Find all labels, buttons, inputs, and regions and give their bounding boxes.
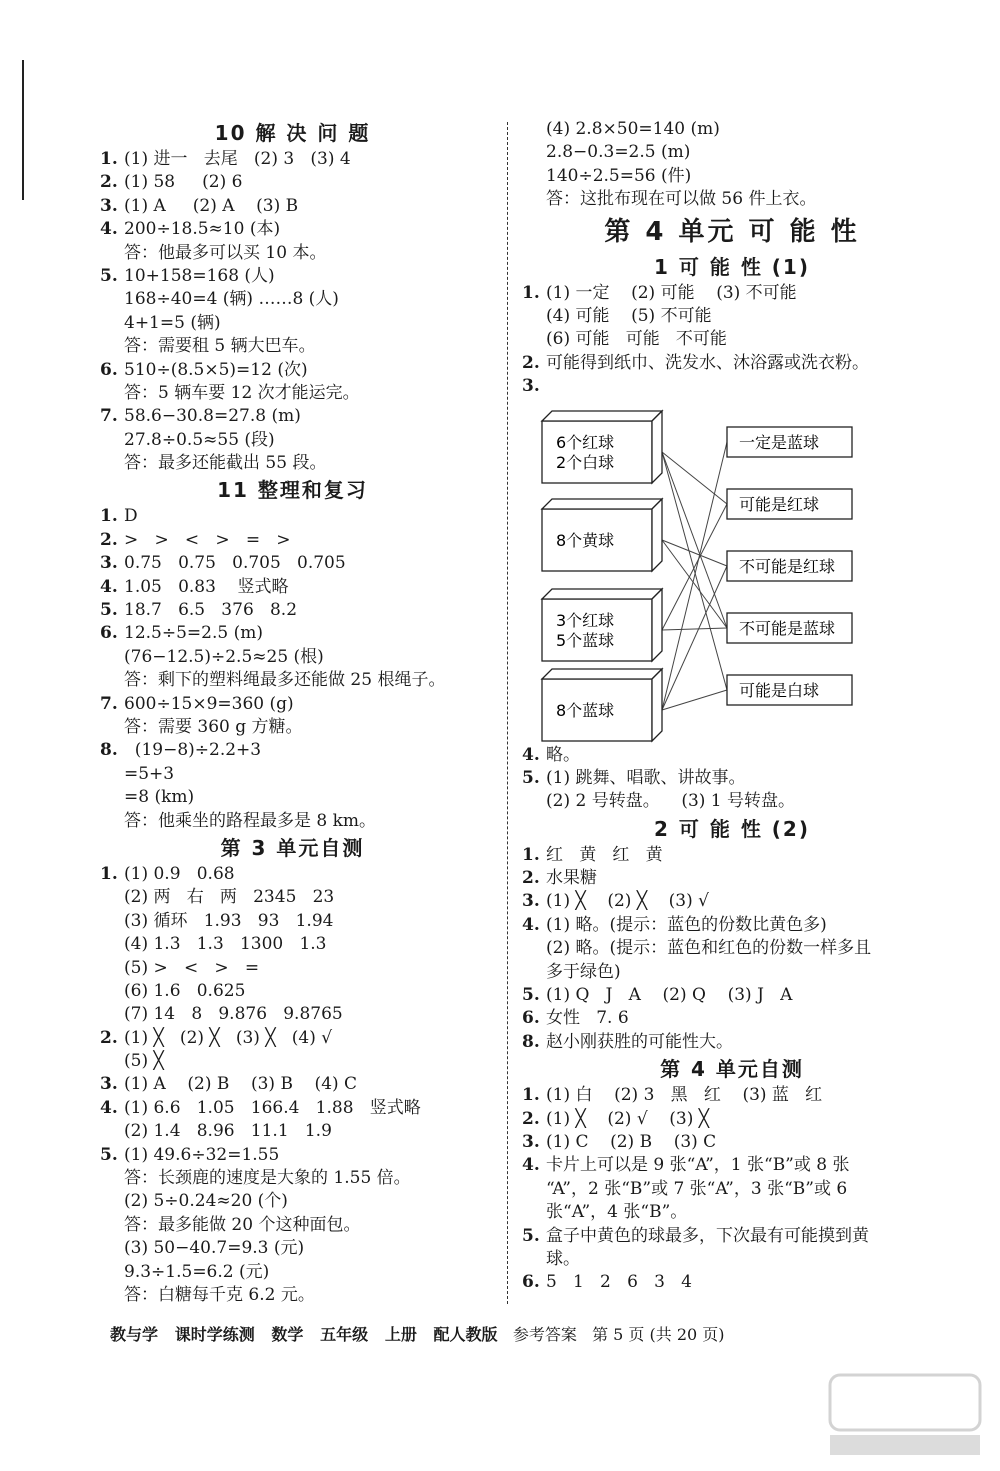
answer-line xyxy=(100,288,485,311)
answer-text: (1) 略。(提示：蓝色的份数比黄色多) xyxy=(546,914,827,935)
question-number: 6. xyxy=(522,1272,540,1293)
answer-text: (1) ╳ (2) ╳ (3) ╳ (4) √ xyxy=(124,1027,333,1048)
answer-text: (1) 进一 去尾 (2) 3 (3) 4 xyxy=(124,149,351,169)
answer-line xyxy=(522,375,942,398)
answer-text: (1) Q J A (2) Q (3) J A xyxy=(546,985,793,1006)
answer-text: 球。 xyxy=(546,1248,580,1269)
answer-line xyxy=(522,188,942,211)
answer-line xyxy=(522,1131,942,1154)
answer-line xyxy=(100,622,485,645)
answer-line xyxy=(100,218,485,241)
answer-line xyxy=(100,529,485,552)
answer-text: (2) 2 号转盘。 (3) 1 号转盘。 xyxy=(546,791,796,812)
answer-line xyxy=(100,242,485,265)
question-number: 5. xyxy=(522,1225,540,1246)
answer-text: 答：他最多可以买 10 本。 xyxy=(124,242,327,263)
answer-text: (6) 可能 可能 不可能 xyxy=(546,329,727,350)
answer-line xyxy=(522,1084,942,1107)
answer-line xyxy=(522,1225,942,1248)
answer-text: (76−12.5)÷2.5≈25 (根) xyxy=(124,646,324,667)
answer-text: 水果糖 xyxy=(546,868,597,889)
page-footer xyxy=(110,1322,940,1345)
answer-line xyxy=(100,599,485,622)
section-title: 11 整理和复习 xyxy=(217,478,368,503)
answer-text: (4) 1.3 1.3 1300 1.3 xyxy=(124,934,327,955)
answer-text: (7) 14 8 9.876 9.8765 xyxy=(124,1004,343,1025)
answer-text: 510÷(8.5×5)=12 (次) xyxy=(124,359,308,380)
answer-line xyxy=(100,763,485,786)
right-box xyxy=(727,675,852,705)
right-box xyxy=(727,427,852,457)
answer-text: 卡片上可以是 9 张“A”，1 张“B”或 8 张 xyxy=(546,1155,850,1176)
question-number: 3. xyxy=(522,891,540,912)
answer-line xyxy=(100,382,485,405)
answer-text: 9.3÷1.5=6.2 (元) xyxy=(124,1261,270,1282)
right-box xyxy=(727,489,852,519)
matching-diagram xyxy=(522,399,942,744)
answer-text: 答：最多能做 20 个这种面包。 xyxy=(124,1214,361,1235)
answer-line xyxy=(522,890,942,913)
answer-line xyxy=(100,1214,485,1237)
answer-line xyxy=(100,1050,485,1073)
right-box xyxy=(727,613,852,643)
answer-text: 略。 xyxy=(546,744,580,765)
answer-line xyxy=(522,282,942,305)
left-box xyxy=(542,589,662,661)
section-title: 10 解 决 问 题 xyxy=(214,121,371,145)
question-number: 8. xyxy=(100,740,118,761)
matching-diagram-svg xyxy=(522,399,862,744)
answer-line xyxy=(522,984,942,1007)
answer-line xyxy=(522,1201,942,1224)
question-number: 7. xyxy=(100,693,118,714)
question-number: 3. xyxy=(100,553,118,574)
page-edge-mark xyxy=(22,60,24,200)
answer-text: 可能得到纸巾、洗发水、沐浴露或洗衣粉。 xyxy=(546,352,869,373)
answer-text: 600÷15×9=360 (g) xyxy=(124,693,294,714)
answer-line xyxy=(100,646,485,669)
answer-line xyxy=(100,312,485,335)
answer-line xyxy=(100,429,485,452)
answer-text: > > < > = > xyxy=(124,529,291,550)
answer-text: 答：剩下的塑料绳最多还能做 25 根绳子。 xyxy=(124,670,446,691)
answer-text: (1) A (2) B (3) B (4) C xyxy=(124,1074,358,1095)
answer-text: 答：最多还能截出 55 段。 xyxy=(124,453,327,474)
answer-line xyxy=(100,1284,485,1307)
answer-line xyxy=(100,669,485,692)
footer-book-info: 教与学 课时学练测 数学 五年级 上册 配人教版 xyxy=(110,1325,498,1344)
unit-4-title: 第 4 单元 可 能 性 xyxy=(604,216,860,247)
answer-text: (1) 一定 (2) 可能 (3) 不可能 xyxy=(546,282,797,303)
answer-text: 5 1 2 6 3 4 xyxy=(546,1272,692,1293)
answer-text: 盒子中黄色的球最多，下次最有可能摸到黄 xyxy=(546,1225,869,1246)
answer-line xyxy=(522,141,942,164)
matching-line xyxy=(662,504,727,630)
right-box-label: 不可能是蓝球 xyxy=(739,618,836,638)
answer-line xyxy=(100,810,485,833)
answer-line xyxy=(522,1178,942,1201)
answer-line xyxy=(100,1097,485,1120)
answer-text: (3) 50−40.7=9.3 (元) xyxy=(124,1238,305,1259)
section-title-possibility-1: 1 可 能 性 (1) xyxy=(654,254,810,279)
answer-text: 140÷2.5=56 (件) xyxy=(546,165,692,186)
answer-text: 红 黄 红 黄 xyxy=(546,844,663,865)
answer-line xyxy=(100,1144,485,1167)
answer-line xyxy=(522,305,942,328)
question-number: 2. xyxy=(100,1027,118,1048)
question-number: 5. xyxy=(522,985,540,1006)
answer-text: 12.5÷5=2.5 (m) xyxy=(124,623,263,644)
answer-text: 女性 7. 6 xyxy=(546,1008,629,1029)
answer-text: 答：这批布现在可以做 56 件上衣。 xyxy=(546,189,817,210)
matching-line xyxy=(662,690,727,710)
answer-text: 18.7 6.5 376 8.2 xyxy=(124,600,298,621)
left-box-label: 5个蓝球 xyxy=(556,630,615,650)
answer-line xyxy=(100,359,485,382)
answer-line xyxy=(522,961,942,984)
answer-line xyxy=(100,980,485,1003)
answer-line xyxy=(100,1073,485,1096)
answer-line xyxy=(522,1154,942,1177)
question-number: 2. xyxy=(100,172,118,193)
question-number: 2. xyxy=(522,352,540,373)
answer-text: (1) 58 (2) 6 xyxy=(124,172,243,193)
left-box xyxy=(542,411,662,483)
answer-line xyxy=(522,767,942,790)
section-title: 第 3 单元自测 xyxy=(220,835,365,860)
question-number: 6. xyxy=(522,1008,540,1029)
answer-line xyxy=(100,933,485,956)
question-number: 2. xyxy=(522,868,540,889)
answer-text: (19−8)÷2.2+3 xyxy=(124,740,262,761)
answer-line xyxy=(100,1190,485,1213)
right-box-label: 一定是蓝球 xyxy=(739,432,820,452)
left-box xyxy=(542,669,662,741)
answer-text: (5) ╳ xyxy=(124,1051,164,1072)
question-number: 1. xyxy=(522,282,540,303)
answer-line xyxy=(100,171,485,194)
answer-line xyxy=(100,452,485,475)
answer-line xyxy=(100,693,485,716)
answer-line xyxy=(100,910,485,933)
answer-text: (2) 两 右 两 2345 23 xyxy=(124,887,335,908)
answer-line xyxy=(522,867,942,890)
column-divider xyxy=(507,122,508,1304)
answer-line xyxy=(522,1007,942,1030)
answer-text: =5+3 xyxy=(124,763,175,784)
left-box-label: 8个黄球 xyxy=(556,530,615,550)
question-number: 1. xyxy=(522,844,540,865)
answer-line xyxy=(100,886,485,909)
question-number: 8. xyxy=(522,1031,540,1052)
answer-text: (1) C (2) B (3) C xyxy=(546,1131,717,1152)
answer-text: (1) 跳舞、唱歌、讲故事。 xyxy=(546,767,746,788)
answer-line xyxy=(522,744,942,767)
question-number: 6. xyxy=(100,623,118,644)
answer-text: 10+158=168 (人) xyxy=(124,265,275,286)
answer-text: (4) 可能 (5) 不可能 xyxy=(546,305,712,326)
answer-text: 答：需要租 5 辆大巴车。 xyxy=(124,336,316,357)
section-title-possibility-2: 2 可 能 性 (2) xyxy=(654,816,810,841)
question-number: 4. xyxy=(522,914,540,935)
answer-text: D xyxy=(124,506,138,527)
question-number: 1. xyxy=(100,863,118,884)
answer-line xyxy=(522,328,942,351)
question-number: 4. xyxy=(100,576,118,597)
question-number: 7. xyxy=(100,406,118,427)
answer-line xyxy=(522,1031,942,1054)
answer-line xyxy=(100,505,485,528)
answer-text: (1) 6.6 1.05 166.4 1.88 竖式略 xyxy=(124,1097,421,1118)
right-box-label: 可能是白球 xyxy=(739,680,820,700)
answer-text: 2.8−0.3=2.5 (m) xyxy=(546,142,691,163)
footer-page-info: 参考答案 第 5 页 (共 20 页) xyxy=(497,1325,725,1344)
question-number: 5. xyxy=(522,767,540,788)
answer-text: 200÷18.5≈10 (本) xyxy=(124,219,281,240)
answer-line xyxy=(100,1027,485,1050)
left-box-label: 3个红球 xyxy=(556,610,615,630)
question-number: 4. xyxy=(100,1097,118,1118)
answer-line xyxy=(522,1271,942,1294)
right-column xyxy=(522,118,942,1295)
answer-line xyxy=(100,957,485,980)
answer-line xyxy=(100,1120,485,1143)
answer-text: (1) 49.6÷32=1.55 xyxy=(124,1144,280,1165)
answer-line xyxy=(522,844,942,867)
answer-text: (4) 2.8×50=140 (m) xyxy=(546,119,720,139)
answer-text: 168÷40=4 (辆) ……8 (人) xyxy=(124,289,339,310)
answer-line xyxy=(100,786,485,809)
answer-text: (1) ╳ (2) ╳ (3) √ xyxy=(546,891,709,912)
answer-text: (1) A (2) A (3) B xyxy=(124,195,299,216)
answer-text: (1) ╳ (2) √ (3) ╳ xyxy=(546,1108,709,1129)
question-number: 3. xyxy=(522,1131,540,1152)
question-number: 2. xyxy=(100,529,118,550)
answer-text: (2) 略。(提示：蓝色和红色的份数一样多且 xyxy=(546,938,872,959)
answer-text: 4+1=5 (辆) xyxy=(124,312,221,333)
answer-line xyxy=(100,1237,485,1260)
answer-text: (5) > < > = xyxy=(124,957,260,978)
matching-line xyxy=(662,452,727,690)
question-number: 3. xyxy=(100,1074,118,1095)
answer-text: (1) 白 (2) 3 黑 红 (3) 蓝 红 xyxy=(546,1085,823,1106)
answer-text: 1.05 0.83 竖式略 xyxy=(124,576,289,597)
answer-line xyxy=(100,195,485,218)
question-number: 1. xyxy=(100,149,118,169)
left-column xyxy=(100,118,485,1307)
question-number: 6. xyxy=(100,359,118,380)
question-number: 5. xyxy=(100,600,118,621)
answer-text: 0.75 0.75 0.705 0.705 xyxy=(124,553,346,574)
answer-text: 58.6−30.8=27.8 (m) xyxy=(124,406,301,427)
answer-line xyxy=(100,863,485,886)
question-number: 4. xyxy=(522,744,540,765)
answer-line xyxy=(100,576,485,599)
matching-line xyxy=(662,628,727,630)
answer-line xyxy=(522,118,942,141)
answer-line xyxy=(522,1248,942,1271)
question-number: 3. xyxy=(522,376,540,397)
left-box-label: 8个蓝球 xyxy=(556,700,615,720)
right-box-label: 可能是红球 xyxy=(739,494,820,514)
answer-text: “A”，2 张“B”或 7 张“A”，3 张“B”或 6 xyxy=(546,1178,848,1199)
answer-line xyxy=(522,790,942,813)
matching-line xyxy=(662,442,727,710)
question-number: 1. xyxy=(100,506,118,527)
answer-line xyxy=(522,914,942,937)
answer-line xyxy=(100,1003,485,1026)
answer-text: (1) 0.9 0.68 xyxy=(124,863,235,884)
answer-line xyxy=(522,352,942,375)
answer-text: =8 (km) xyxy=(124,787,195,808)
answer-line xyxy=(100,148,485,171)
answer-text: 赵小刚获胜的可能性大。 xyxy=(546,1031,733,1052)
question-number: 4. xyxy=(522,1155,540,1176)
answer-text: (6) 1.6 0.625 xyxy=(124,980,246,1001)
answer-text: 答：需要 360 g 方糖。 xyxy=(124,716,303,737)
answer-line xyxy=(100,265,485,288)
matching-line xyxy=(662,566,727,710)
answer-text: 答：5 辆车要 12 次才能运完。 xyxy=(124,382,360,403)
answer-text: (2) 5÷0.24≈20 (个) xyxy=(124,1191,288,1212)
question-number: 2. xyxy=(522,1108,540,1129)
right-box xyxy=(727,551,852,581)
question-number: 5. xyxy=(100,265,118,286)
question-number: 3. xyxy=(100,195,118,216)
answer-text: 张“A”，4 张“B”。 xyxy=(546,1202,688,1223)
right-box-label: 不可能是红球 xyxy=(739,556,836,576)
answer-line xyxy=(522,1108,942,1131)
answer-line xyxy=(100,335,485,358)
answer-text: 答：他乘坐的路程最多是 8 km。 xyxy=(124,810,377,831)
answer-text: 27.8÷0.5≈55 (段) xyxy=(124,429,275,450)
answer-text: 答：长颈鹿的速度是大象的 1.55 倍。 xyxy=(124,1168,411,1189)
answer-line xyxy=(522,165,942,188)
question-number: 5. xyxy=(100,1144,118,1165)
answer-text: 多于绿色) xyxy=(546,961,621,982)
answer-line xyxy=(100,1261,485,1284)
answer-text: 答：白糖每千克 6.2 元。 xyxy=(124,1284,315,1305)
watermark-logo xyxy=(825,1370,985,1460)
question-number: 1. xyxy=(522,1085,540,1106)
answer-line xyxy=(100,1167,485,1190)
question-number: 4. xyxy=(100,219,118,240)
section-title-unit4-test: 第 4 单元自测 xyxy=(660,1057,804,1082)
left-box xyxy=(542,499,662,571)
answer-line xyxy=(100,552,485,575)
answer-text: (2) 1.4 8.96 11.1 1.9 xyxy=(124,1121,332,1142)
answer-line xyxy=(100,739,485,762)
answer-text: (3) 循环 1.93 93 1.94 xyxy=(124,910,334,931)
left-box-label: 2个白球 xyxy=(556,452,615,472)
left-box-label: 6个红球 xyxy=(556,432,615,452)
answer-line xyxy=(100,405,485,428)
answer-line xyxy=(522,937,942,960)
answer-line xyxy=(100,716,485,739)
